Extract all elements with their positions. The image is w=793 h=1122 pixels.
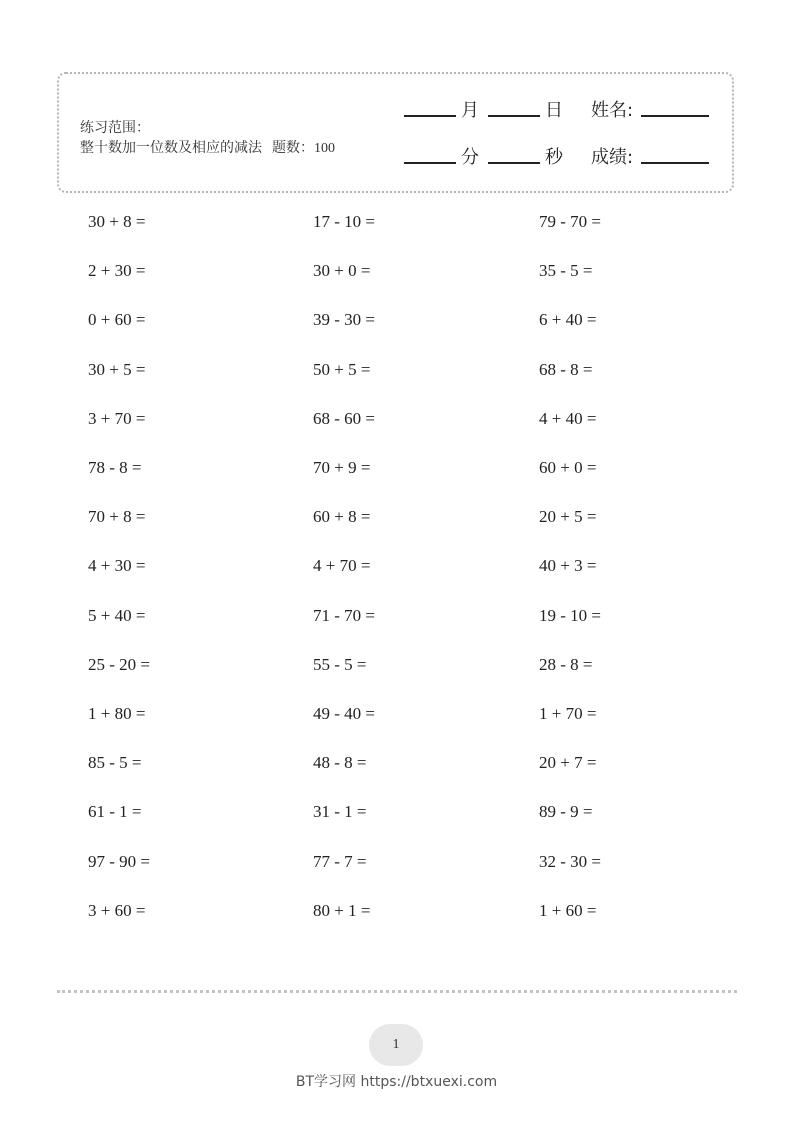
math-problem: 55 - 5 = xyxy=(313,655,367,674)
math-problem: 97 - 90 = xyxy=(88,852,150,871)
minute-label: 分 xyxy=(461,147,479,168)
page-number: 1 xyxy=(369,1024,423,1066)
math-problem: 1 + 60 = xyxy=(539,901,597,920)
math-problem: 85 - 5 = xyxy=(88,753,142,772)
math-problem: 25 - 20 = xyxy=(88,655,150,674)
math-problem: 19 - 10 = xyxy=(539,606,601,625)
math-problem: 61 - 1 = xyxy=(88,802,142,821)
math-problem: 60 + 8 = xyxy=(313,507,371,526)
math-problem: 50 + 5 = xyxy=(313,360,371,379)
day-blank[interactable] xyxy=(488,115,540,117)
month-blank[interactable] xyxy=(404,115,456,117)
minute-blank[interactable] xyxy=(404,162,456,164)
math-problem: 78 - 8 = xyxy=(88,458,142,477)
math-problem: 3 + 60 = xyxy=(88,901,146,920)
name-blank[interactable] xyxy=(641,115,709,117)
math-problem: 35 - 5 = xyxy=(539,261,593,280)
math-problem: 4 + 40 = xyxy=(539,409,597,428)
math-problem: 77 - 7 = xyxy=(313,852,367,871)
day-label: 日 xyxy=(545,100,563,121)
math-problem: 40 + 3 = xyxy=(539,556,597,575)
math-problem: 6 + 40 = xyxy=(539,310,597,329)
site-credit: BT学习网 https://btxuexi.com xyxy=(295,1074,498,1090)
practice-range-label: 练习范围： xyxy=(80,120,150,136)
math-problem: 71 - 70 = xyxy=(313,606,375,625)
math-problem: 31 - 1 = xyxy=(313,802,367,821)
math-problem: 20 + 5 = xyxy=(539,507,597,526)
question-count-label: 题数： xyxy=(272,140,314,156)
math-problem: 80 + 1 = xyxy=(313,901,371,920)
math-problem: 20 + 7 = xyxy=(539,753,597,772)
math-problem: 4 + 70 = xyxy=(313,556,371,575)
math-problem: 1 + 80 = xyxy=(88,704,146,723)
math-problem: 28 - 8 = xyxy=(539,655,593,674)
month-label: 月 xyxy=(461,100,479,121)
math-problem: 49 - 40 = xyxy=(313,704,375,723)
math-problem: 30 + 0 = xyxy=(313,261,371,280)
practice-range-description xyxy=(80,139,335,158)
math-problem: 60 + 0 = xyxy=(539,458,597,477)
range-topic: 整十数加一位数及相应的减法 xyxy=(80,140,262,156)
math-problem: 89 - 9 = xyxy=(539,802,593,821)
name-label: 姓名: xyxy=(591,100,634,121)
math-problem: 39 - 30 = xyxy=(313,310,375,329)
second-blank[interactable] xyxy=(488,162,540,164)
math-problem: 48 - 8 = xyxy=(313,753,367,772)
math-problem: 68 - 8 = xyxy=(539,360,593,379)
math-problem: 5 + 40 = xyxy=(88,606,146,625)
math-problem: 2 + 30 = xyxy=(88,261,146,280)
math-problem: 32 - 30 = xyxy=(539,852,601,871)
math-problem: 70 + 8 = xyxy=(88,507,146,526)
question-count-value: 100 xyxy=(314,141,335,156)
math-problem: 17 - 10 = xyxy=(313,212,375,231)
score-label: 成绩: xyxy=(591,147,634,168)
math-problem: 0 + 60 = xyxy=(88,310,146,329)
math-problem: 3 + 70 = xyxy=(88,409,146,428)
math-problem: 4 + 30 = xyxy=(88,556,146,575)
math-problem: 70 + 9 = xyxy=(313,458,371,477)
math-problem: 30 + 5 = xyxy=(88,360,146,379)
math-problem: 79 - 70 = xyxy=(539,212,601,231)
second-label: 秒 xyxy=(545,147,563,168)
header-box xyxy=(57,72,734,193)
math-problem: 30 + 8 = xyxy=(88,212,146,231)
footer-divider xyxy=(57,990,737,993)
score-blank[interactable] xyxy=(641,162,709,164)
math-problem: 68 - 60 = xyxy=(313,409,375,428)
math-problem: 1 + 70 = xyxy=(539,704,597,723)
